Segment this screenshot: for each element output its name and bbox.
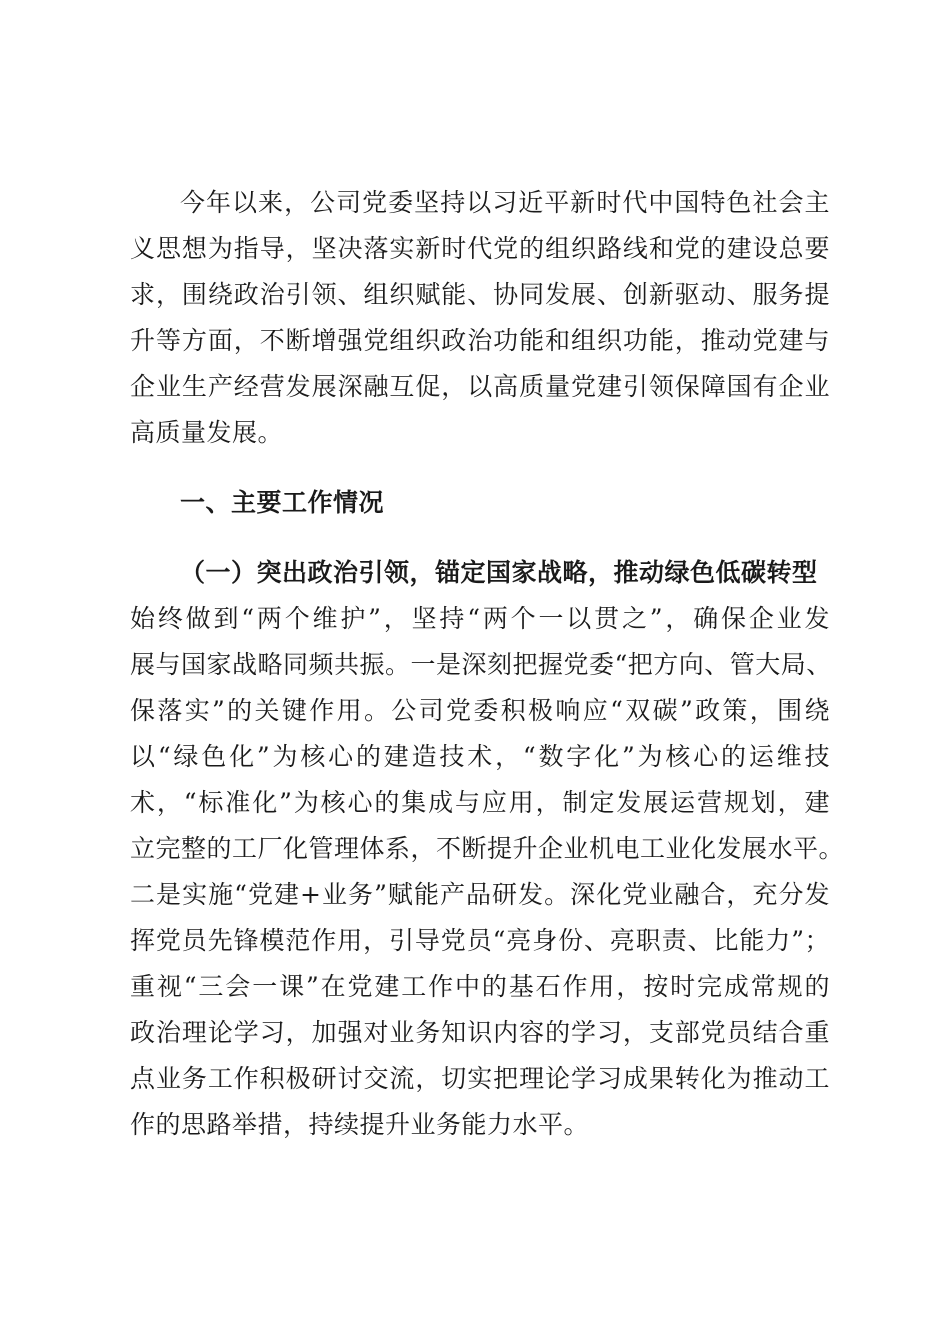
- paragraph-line: 重视“三会一课”在党建工作中的基石作用，按时完成常规的: [130, 972, 830, 1001]
- paragraph-line: 政治理论学习，加强对业务知识内容的学习，支部党员结合重: [130, 1018, 830, 1047]
- paragraph-line: 始终做到“两个维护”，坚持“两个一以贯之”，确保企业发: [130, 604, 830, 633]
- paragraph-line: 升等方面，不断增强党组织政治功能和组织功能，推动党建与: [130, 326, 830, 355]
- paragraph-line: 点业务工作积极研讨交流，切实把理论学习成果转化为推动工: [130, 1064, 830, 1093]
- intro-paragraph: [130, 180, 830, 456]
- spacer: [130, 456, 830, 480]
- document-body: [130, 180, 845, 1148]
- paragraph-line: 求，围绕政治引领、组织赋能、协同发展、创新驱动、服务提: [130, 280, 830, 309]
- paragraph-line: 挥党员先锋模范作用，引导党员“亮身份、亮职责、比能力”；: [130, 926, 830, 955]
- subsection-paragraph: [130, 550, 845, 1148]
- paragraph-line: 立完整的工厂化管理体系，不断提升企业机电工业化发展水平。: [130, 834, 845, 863]
- paragraph-line: 展与国家战略同频共振。一是深刻把握党委“把方向、管大局、: [130, 650, 832, 679]
- spacer: [130, 526, 830, 550]
- paragraph-line: 二是实施“党建+业务”赋能产品研发。深化党业融合，充分发: [130, 880, 830, 909]
- paragraph-line: 术，“标准化”为核心的集成与应用，制定发展运营规划，建: [130, 788, 830, 817]
- section-heading: 一、主要工作情况: [180, 488, 385, 517]
- paragraph-line: 企业生产经营发展深融互促，以高质量党建引领保障国有企业: [130, 372, 830, 401]
- paragraph-line: 义思想为指导，坚决落实新时代党的组织路线和党的建设总要: [130, 234, 830, 263]
- paragraph-line: 保落实”的关键作用。公司党委积极响应“双碳”政策，围绕: [130, 696, 830, 725]
- paragraph-line: 高质量发展。: [130, 418, 284, 447]
- paragraph-line: 今年以来，公司党委坚持以习近平新时代中国特色社会主: [180, 188, 830, 217]
- subsection-heading: （一）突出政治引领，锚定国家战略，推动绿色低碳转型: [180, 558, 818, 587]
- paragraph-line: 作的思路举措，持续提升业务能力水平。: [130, 1110, 590, 1139]
- paragraph-line: 以“绿色化”为核心的建造技术，“数字化”为核心的运维技: [130, 742, 830, 771]
